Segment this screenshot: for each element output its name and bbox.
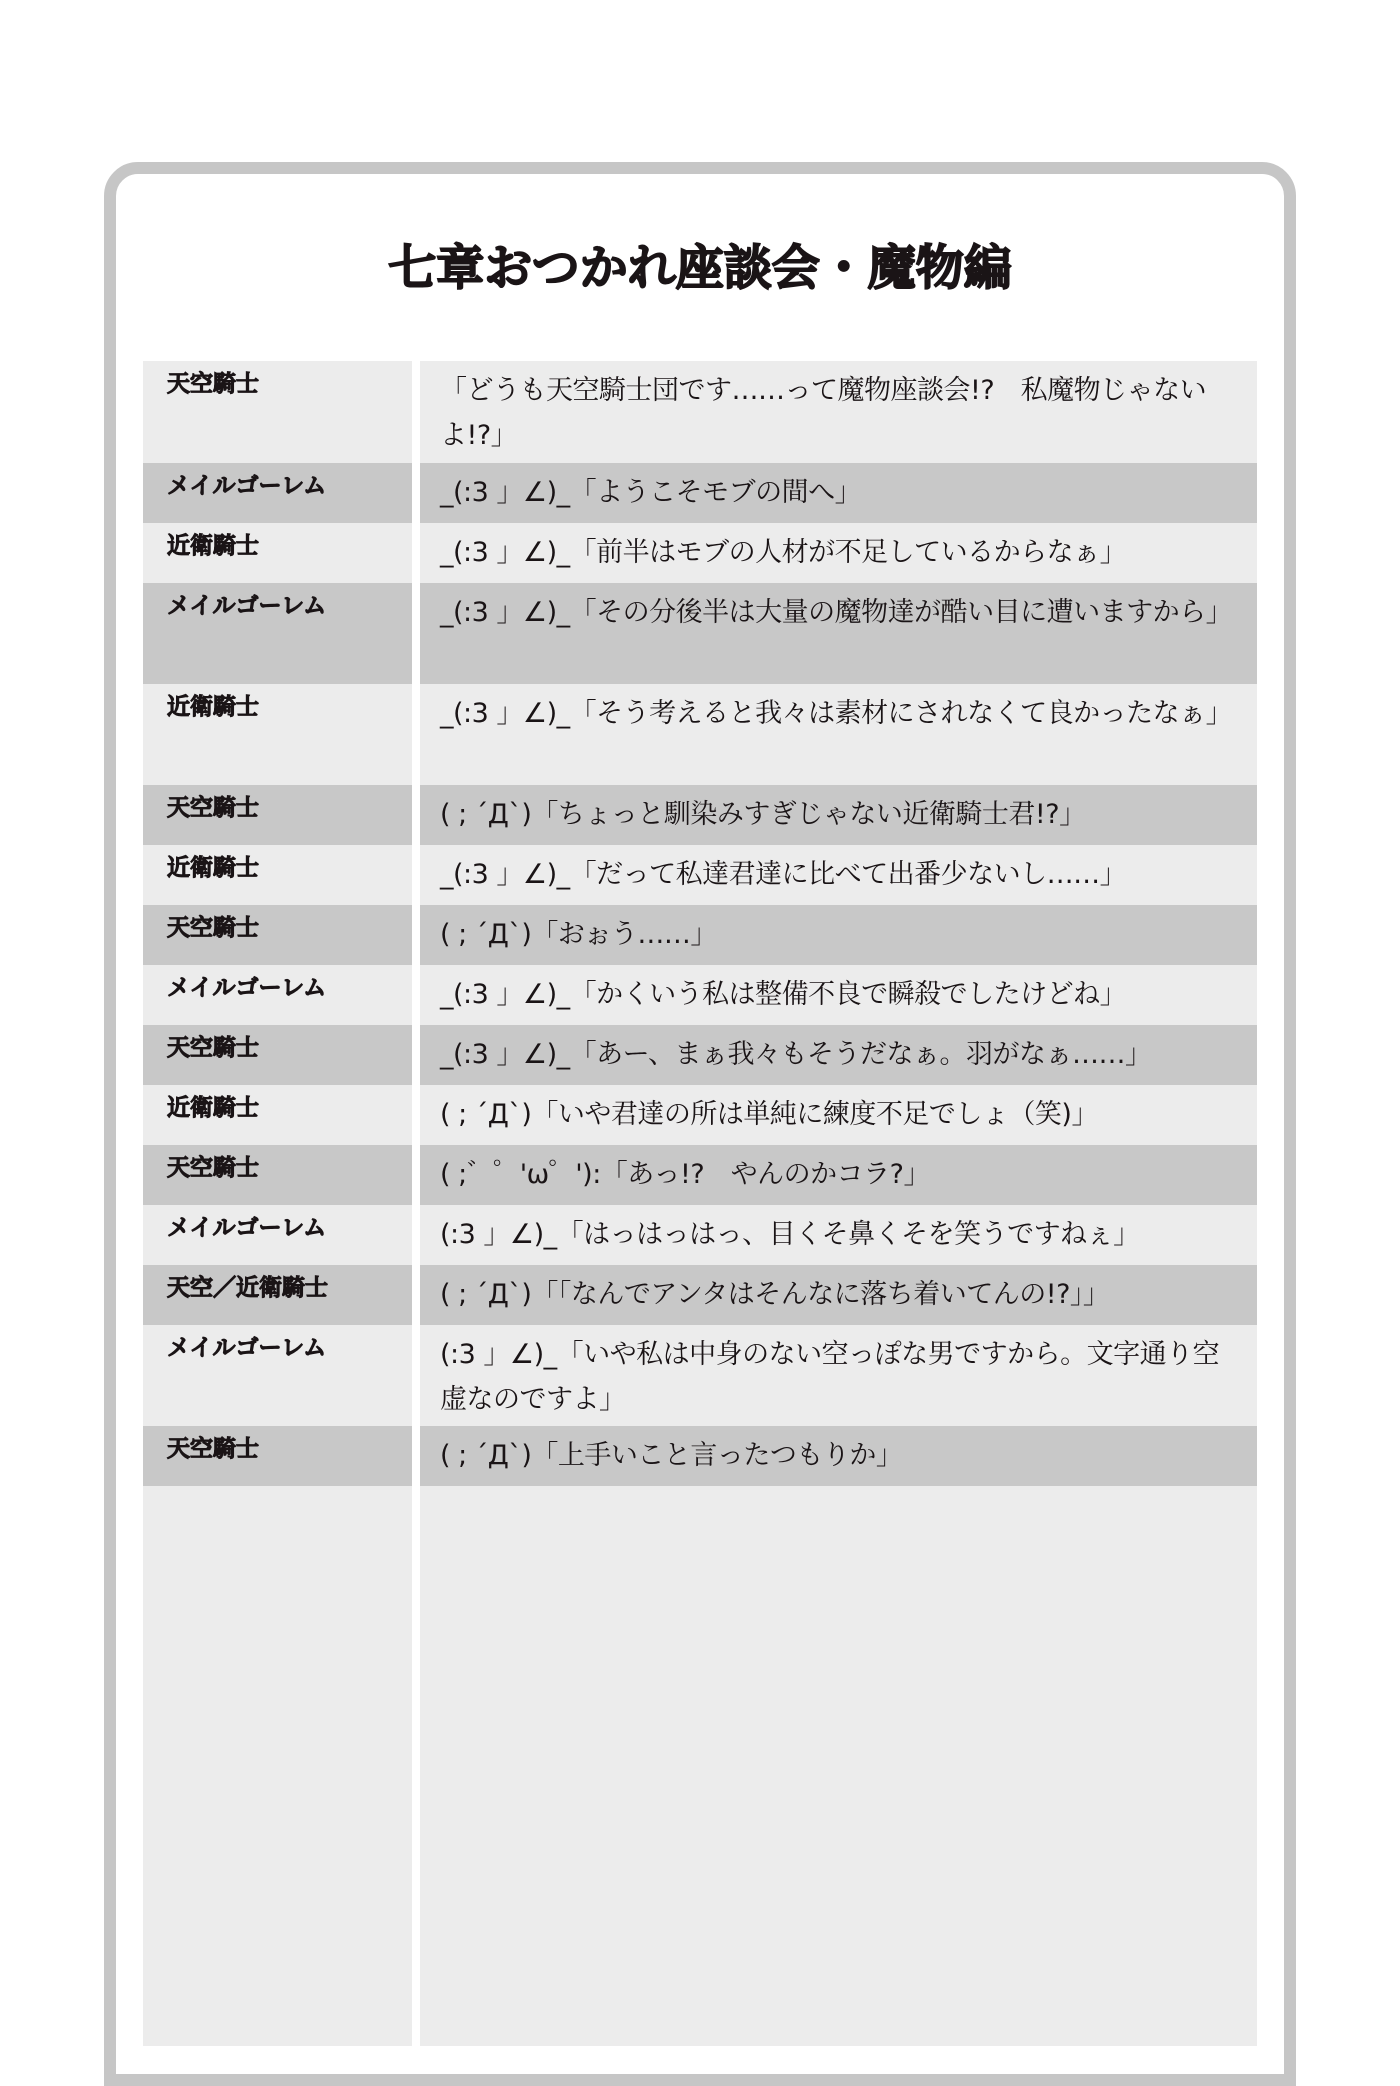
column-divider: [412, 1426, 420, 1486]
dialogue-line: (:3 」∠)_「はっはっはっ、目くそ鼻くそを笑うですねぇ」: [420, 1205, 1257, 1265]
column-divider: [412, 361, 420, 463]
speaker-name: メイルゴーレム: [143, 965, 412, 1025]
table-row: [143, 463, 1257, 523]
table-row: [143, 684, 1257, 785]
table-row: [143, 1265, 1257, 1325]
empty-table-area: [143, 1486, 1257, 2046]
dialogue-line: ( ; ´Д`)「上手いこと言ったつもりか」: [420, 1426, 1257, 1486]
dialogue-line: (:3 」∠)_「いや私は中身のない空っぽな男ですから。文字通り空虚なのですよ」: [420, 1325, 1257, 1426]
column-divider: [412, 905, 420, 965]
speaker-name: 近衛騎士: [143, 684, 412, 785]
table-row: [143, 1205, 1257, 1265]
column-divider: [412, 785, 420, 845]
speaker-name: メイルゴーレム: [143, 1325, 412, 1426]
table-row: [143, 583, 1257, 684]
column-divider: [412, 1085, 420, 1145]
table-row: [143, 1025, 1257, 1085]
column-divider: [412, 1145, 420, 1205]
speaker-name: メイルゴーレム: [143, 583, 412, 684]
speaker-name: 天空騎士: [143, 1025, 412, 1085]
dialogue-line: _(:3 」∠)_「あー、まぁ我々もそうだなぁ。羽がなぁ……」: [420, 1025, 1257, 1085]
speaker-name: 天空騎士: [143, 905, 412, 965]
table-row: [143, 905, 1257, 965]
table-row: [143, 1085, 1257, 1145]
dialogue-line: ( ; ´Д`)「おぉう……」: [420, 905, 1257, 965]
dialogue-line: _(:3 」∠)_「ようこそモブの間へ」: [420, 463, 1257, 523]
column-divider: [412, 463, 420, 523]
speaker-name: 天空騎士: [143, 1145, 412, 1205]
speaker-name: 天空騎士: [143, 361, 412, 463]
dialogue-line: ( ; ´Д`)「ちょっと馴染みすぎじゃない近衛騎士君!?」: [420, 785, 1257, 845]
dialogue-line: ( ; ´Д`)「いや君達の所は単純に練度不足でしょ（笑)」: [420, 1085, 1257, 1145]
page-title: 七章おつかれ座談会・魔物編: [388, 240, 1012, 296]
dialogue-line: ( ; ´Д`)「「なんでアンタはそんなに落ち着いてんの!?」」: [420, 1265, 1257, 1325]
column-divider: [412, 583, 420, 684]
speaker-name: 近衛騎士: [143, 845, 412, 905]
dialogue-line: 「どうも天空騎士団です……って魔物座談会!? 私魔物じゃないよ!?」: [420, 361, 1257, 463]
column-divider: [412, 1325, 420, 1426]
speaker-name: メイルゴーレム: [143, 463, 412, 523]
empty-name-cell: [143, 1486, 412, 2046]
speaker-name: 天空騎士: [143, 1426, 412, 1486]
dialogue-line: _(:3 」∠)_「前半はモブの人材が不足しているからなぁ」: [420, 523, 1257, 583]
column-divider: [412, 1205, 420, 1265]
table-row: [143, 1325, 1257, 1426]
speaker-name: 天空騎士: [143, 785, 412, 845]
empty-text-cell: [420, 1486, 1257, 2046]
column-divider: [412, 1025, 420, 1085]
table-row: [143, 965, 1257, 1025]
dialogue-line: _(:3 」∠)_「そう考えると我々は素材にされなくて良かったなぁ」: [420, 684, 1257, 785]
dialogue-line: _(:3 」∠)_「かくいう私は整備不良で瞬殺でしたけどね」: [420, 965, 1257, 1025]
speaker-name: 近衛騎士: [143, 1085, 412, 1145]
column-divider: [412, 965, 420, 1025]
table-row: [143, 523, 1257, 583]
table-row: [143, 1145, 1257, 1205]
dialogue-line: ( ;゛゜'ω゜'):「あっ!? やんのかコラ?」: [420, 1145, 1257, 1205]
column-divider: [412, 1265, 420, 1325]
column-divider: [412, 1486, 420, 2046]
table-row: [143, 785, 1257, 845]
column-divider: [412, 523, 420, 583]
table-row: [143, 361, 1257, 463]
column-divider: [412, 845, 420, 905]
speaker-name: 天空／近衛騎士: [143, 1265, 412, 1325]
speaker-name: メイルゴーレム: [143, 1205, 412, 1265]
column-divider: [412, 684, 420, 785]
table-row: [143, 1426, 1257, 1486]
dialogue-table: [143, 361, 1257, 2046]
table-row: [143, 845, 1257, 905]
dialogue-line: _(:3 」∠)_「その分後半は大量の魔物達が酷い目に遭いますから」: [420, 583, 1257, 684]
dialogue-line: _(:3 」∠)_「だって私達君達に比べて出番少ないし……」: [420, 845, 1257, 905]
speaker-name: 近衛騎士: [143, 523, 412, 583]
